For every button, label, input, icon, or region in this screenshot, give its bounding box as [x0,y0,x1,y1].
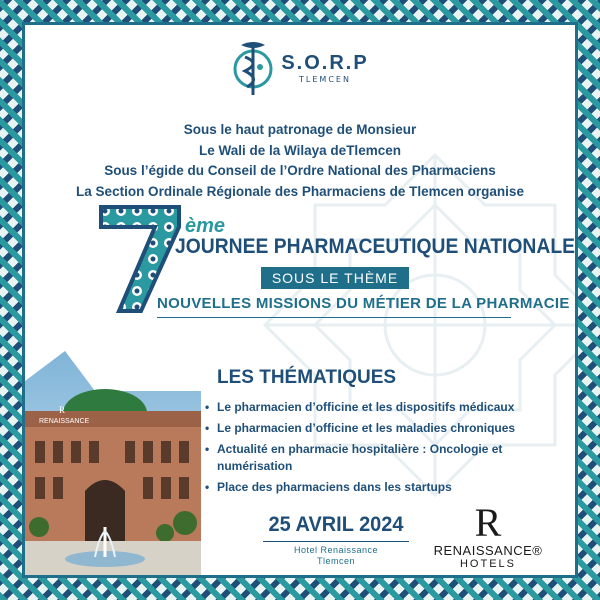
intro-line: Le Wali de la Wilaya deTlemcen [199,142,401,158]
intro-line: Sous le haut patronage de Monsieur [183,122,417,137]
renaissance-subtitle: HOTELS [459,558,516,570]
list-item [205,441,565,475]
list-item [205,420,565,437]
event-title: JOURNEE PHARMACEUTIQUE NATIONALE [175,235,576,258]
hotel-sign-mark: R [59,405,66,415]
event-number-text: 7 [140,273,141,274]
renaissance-mark: R [474,500,502,545]
hotel-photo [25,351,201,578]
venue-line: Hotel Renaissance [293,545,379,555]
bullet-icon: • [205,400,210,414]
divider [263,541,409,542]
intro-line: Sous l’égide du Conseil de l’Ordre National des Pharmaciens [104,163,496,178]
list-item [205,479,565,496]
venue-line: Tlemcen [316,556,355,566]
list-item-text: Place des pharmaciens dans les startups [217,480,452,494]
sorp-logo [25,39,575,101]
event-venue [261,545,411,567]
hotel-sign: RENAISSANCE [39,418,90,425]
logo-subtitle: TLEMCEN [299,75,351,84]
theme-label-badge: SOUS LE THÈME [261,267,409,289]
intro-text [25,120,575,202]
intro-line: La Section Ordinale Régionale des Pharmaciens de Tlemcen organise [76,183,524,199]
event-ordinal: ème [185,215,226,237]
caduceus-icon [231,39,275,97]
renaissance-name: RENAISSANCE® [433,543,543,558]
event-theme: NOUVELLES MISSIONS DU MÉTIER DE LA PHARMACIE [157,295,570,312]
list-item [205,399,565,416]
bullet-icon: • [205,421,210,435]
thematiques-list [205,399,565,500]
divider [157,317,511,318]
list-item-text: Le pharmacien d’officine et les dispositifs médicaux [217,400,515,414]
list-item-text: Le pharmacien d’officine et les maladies chroniques [217,421,516,435]
list-item-text: Actualité en pharmacie hospitalière : Oncologie et numérisation [217,442,503,473]
logo-title: S.O.R.P [281,52,369,74]
bullet-icon: • [205,480,210,494]
thematiques-title: LES THÉMATIQUES [217,367,397,388]
poster-panel [22,22,578,578]
event-date: 25 AVRIL 2024 [268,513,404,536]
bullet-icon: • [205,442,210,456]
renaissance-logo [423,500,553,570]
